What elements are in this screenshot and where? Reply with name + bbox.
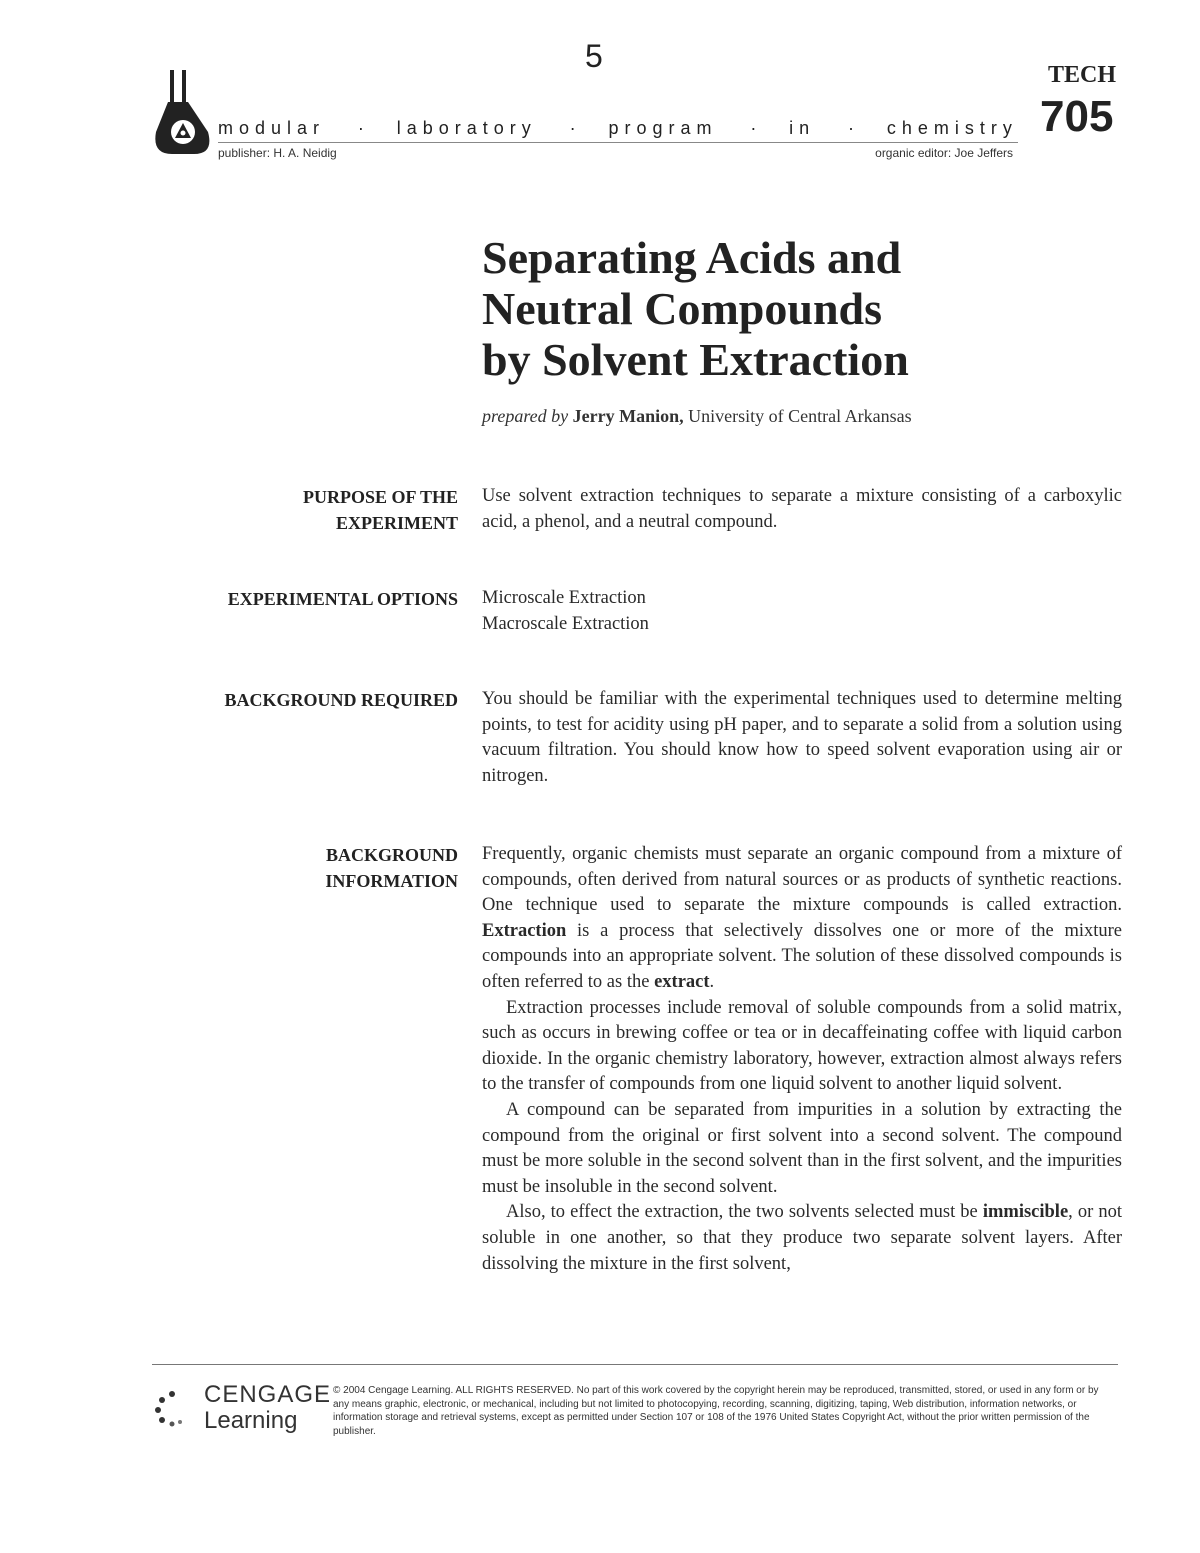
label-line: EXPERIMENT — [335, 513, 458, 533]
paragraph — [482, 1200, 1122, 1277]
section-label — [150, 687, 458, 713]
term-bold: extract — [654, 971, 710, 992]
editor-credit: organic editor: Joe Jeffers — [875, 146, 1013, 160]
section-label — [150, 586, 458, 612]
series-title — [218, 118, 1018, 139]
series-separator: · — [848, 118, 855, 138]
series-separator: · — [569, 118, 576, 138]
page-number: 5 — [585, 38, 603, 74]
section-body — [482, 687, 1122, 789]
text-run: Also, to effect the extraction, the two solvents selected must be — [506, 1202, 983, 1223]
option-item: Microscale Extraction — [482, 588, 646, 608]
purpose-text: Use solvent extraction techniques to separate a mixture consisting of a carboxylic acid, a phenol, and a neutral compound. — [482, 486, 1122, 532]
section-body — [482, 586, 1122, 637]
term-bold: immiscible — [982, 1202, 1069, 1223]
label-line: INFORMATION — [325, 871, 458, 891]
byline-affiliation: University of Central Arkansas — [688, 406, 912, 426]
footer-rule — [152, 1364, 1118, 1365]
series-word: chemistry — [886, 118, 1018, 138]
label-line: BACKGROUND REQUIRED — [224, 690, 458, 710]
text-run: , or not soluble in one another, so that they produce two separate solvent layers. After dissolving the mixture in the first solvent, — [482, 1202, 1123, 1274]
title-line: by Solvent Extraction — [482, 334, 909, 385]
option-item: Macroscale Extraction — [482, 613, 649, 634]
byline-prepared: prepared by — [482, 406, 569, 426]
flask-icon — [152, 70, 214, 156]
text-run: is a process that selectively dissolves one or more of the mixture compounds into an appropriate solvent. The solution of these dissolved compounds is often referred to as the — [482, 920, 1122, 992]
series-separator: · — [357, 118, 364, 138]
paragraph: Extraction processes include removal of soluble compounds from a solid matrix, such as occurs in brewing coffee or tea or in decaffeinating coffee with liquid carbon dioxide. In the organic chemistry laboratory, however, extraction almost always refers to the transfer of compounds from one liquid solvent to another liquid solvent. — [482, 997, 1122, 1095]
required-text: You should be familiar with the experimental techniques used to determine melting points, to test for acidity using pH paper, and to separate a solid from a solution using vacuum filtration. You should know how to speed solvent evaporation using air or nitrogen. — [482, 689, 1122, 786]
section-body — [482, 484, 1122, 535]
text-run: . — [709, 971, 715, 992]
copyright-notice: © 2004 Cengage Learning. ALL RIGHTS RESERVED. No part of this work covered by the copyright herein may be reproduced, transmitted, stored, or used in any form or by any means graphic, electronic, or mechanical, including but not limited to photocopying, recording, scanning, digitizing, taping, Web distribution, information networks, or information storage and retrieval systems, except as permitted under Section 107 or 108 of the 1976 United States Copyright Act, without the prior written permission of the publisher. — [333, 1385, 1099, 1437]
cengage-wordmark — [204, 1382, 331, 1434]
publisher-credit: publisher: H. A. Neidig — [218, 146, 337, 160]
text-run: Frequently, organic chemists must separate an organic compound from a mixture of compounds, often derived from natural sources or as products of synthetic reactions. One technique used to separate the mixture compounds is called extraction. — [482, 844, 1122, 916]
label-line: BACKGROUND — [325, 845, 458, 865]
section-label — [150, 484, 458, 536]
tech-number: 705 — [1040, 92, 1114, 141]
brand-bottom: Learning — [204, 1407, 298, 1434]
byline — [482, 406, 912, 427]
term-bold: Extraction — [482, 920, 567, 941]
title-line: Neutral Compounds — [482, 283, 883, 334]
paragraph — [482, 842, 1122, 996]
section-label — [150, 842, 458, 894]
series-word: laboratory — [396, 118, 537, 138]
label-line: EXPERIMENTAL OPTIONS — [227, 589, 458, 609]
series-word: in — [789, 118, 816, 138]
label-line: PURPOSE OF THE — [302, 487, 458, 507]
paragraph: A compound can be separated from impurities in a solution by extracting the compound from the original or first solvent into a second solvent. The compound must be more soluble in the second solvent than in the first solvent, and the impurities must be insoluble in the second solvent. — [482, 1099, 1122, 1197]
brand-top: CENGAGE — [204, 1381, 332, 1408]
cengage-logo-icon — [152, 1388, 192, 1430]
document-title — [482, 232, 1082, 385]
header-rule — [218, 142, 1018, 143]
tech-label: TECH — [1048, 62, 1117, 88]
series-word: modular — [218, 118, 326, 138]
byline-author: Jerry Manion, — [572, 406, 684, 426]
title-line: Separating Acids and — [482, 232, 902, 283]
series-separator: · — [750, 118, 757, 138]
section-body — [482, 842, 1122, 1277]
series-word: program — [608, 118, 718, 138]
